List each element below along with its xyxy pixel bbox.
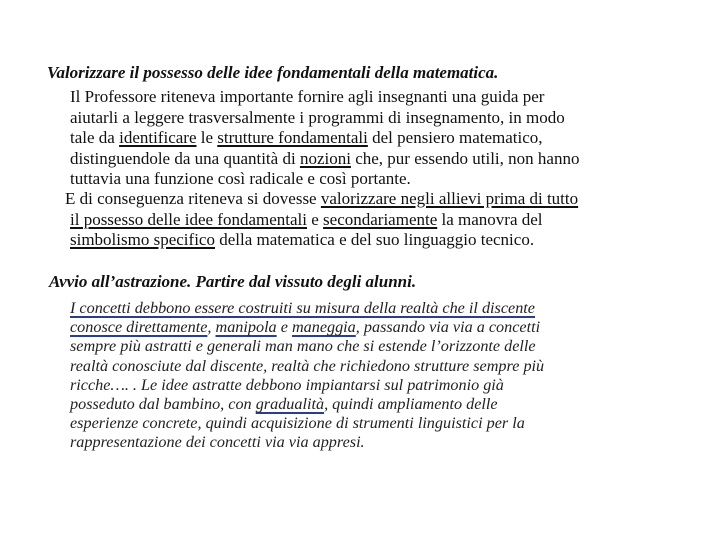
underlined-term: manipola xyxy=(215,318,277,337)
text-line: sempre più astratti e generali man mano che si estende l’orizzonte delle xyxy=(70,337,536,356)
underlined-term: valorizzare negli allievi prima di tutto xyxy=(320,189,579,208)
underlined-term: maneggia xyxy=(291,318,356,337)
text-line xyxy=(70,395,710,414)
text-line xyxy=(70,128,710,149)
underlined-term: nozioni xyxy=(299,148,351,168)
text-line xyxy=(65,189,710,210)
text-fragment: posseduto dal bambino, con xyxy=(70,395,256,414)
text-line xyxy=(70,318,710,337)
text-fragment: e xyxy=(307,209,324,229)
text-line xyxy=(70,230,710,251)
underlined-term: identificare xyxy=(119,128,197,147)
text-line xyxy=(70,149,710,170)
section-title-astrazione: Avvio all’astrazione. Partire dal vissuto degli alunni. xyxy=(49,272,417,291)
text-fragment: del pensiero matematico, xyxy=(367,128,543,147)
text-fragment: distinguendole da una quantità di xyxy=(70,148,300,168)
text-line: esperienze concrete, quindi acquisizione di strumenti linguistici per la xyxy=(70,414,525,433)
text-line xyxy=(70,299,710,318)
text-line: tuttavia una funzione così radicale e così portante. xyxy=(70,169,411,188)
text-line: ricche…. . Le idee astratte debbono impiantarsi sul patrimonio già xyxy=(70,375,504,394)
section-title-valorizzare: Valorizzare il possesso delle idee fondamentali della matematica. xyxy=(47,63,499,82)
text-fragment: la manovra del xyxy=(437,209,543,229)
text-fragment: che, pur essendo utili, non hanno xyxy=(350,148,580,168)
underlined-term: I concetti debbono essere costruiti su misura della realtà che il discente xyxy=(70,299,535,317)
text-line xyxy=(70,210,710,231)
text-fragment: E di conseguenza riteneva si dovesse xyxy=(65,189,321,208)
underlined-term: secondariamente xyxy=(323,209,438,229)
text-line: rappresentazione dei concetti via via appresi. xyxy=(70,433,365,452)
paragraph-concetti xyxy=(70,299,710,453)
underlined-term: strutture fondamentali xyxy=(217,128,368,147)
text-line: aiutarli a leggere trasversalmente i programmi di insegnamento, in modo xyxy=(70,107,565,127)
text-fragment: , passando via via a concetti xyxy=(355,318,541,337)
paragraph-conseguenza xyxy=(65,189,710,251)
text-line: Il Professore riteneva importante fornire agli insegnanti una guida per xyxy=(70,87,545,106)
paragraph-professore xyxy=(70,87,710,190)
text-fragment: della matematica e del suo linguaggio tecnico. xyxy=(214,230,535,249)
text-fragment: tale da xyxy=(70,128,120,147)
underlined-term: conosce direttamente xyxy=(70,318,208,337)
underlined-term: gradualità xyxy=(255,395,325,414)
text-line: realtà conosciute dal discente, realtà che richiedono strutture sempre più xyxy=(70,356,545,375)
text-fragment: e xyxy=(276,318,292,337)
text-fragment: , quindi ampliamento delle xyxy=(324,395,498,414)
underlined-term: il possesso delle idee fondamentali xyxy=(70,209,307,229)
underlined-term: simbolismo specifico xyxy=(70,230,215,249)
text-fragment: le xyxy=(196,128,218,147)
text-fragment: , xyxy=(207,318,216,337)
